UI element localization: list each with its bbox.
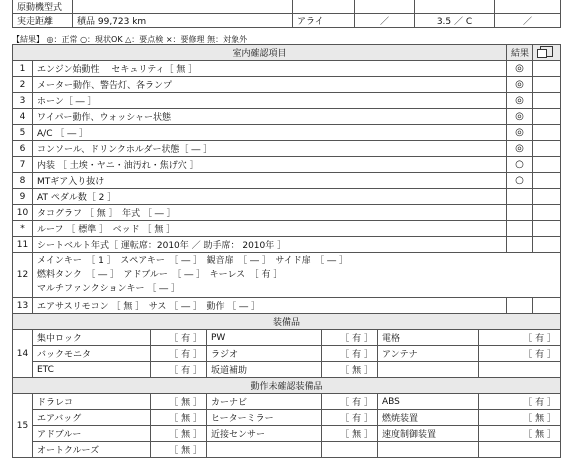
row-extra <box>533 109 561 125</box>
table-row <box>13 61 561 77</box>
table-row <box>13 173 561 189</box>
row-result: ◎ <box>507 109 533 125</box>
table-row <box>13 410 561 426</box>
equipment-value <box>479 442 561 458</box>
table-row <box>13 77 561 93</box>
row-extra <box>533 125 561 141</box>
row-number: 13 <box>13 298 33 314</box>
row-result <box>507 298 533 314</box>
equipment-value: ［ 無 ］ <box>479 410 561 426</box>
copy-icon[interactable] <box>540 46 553 57</box>
row-item: AT ペダル数［ 2 ］ <box>33 189 507 205</box>
equipment-value <box>479 362 561 378</box>
row-result <box>507 237 533 253</box>
result-header: 結果 <box>507 45 533 61</box>
engine-model-label: 原動機型式 <box>13 0 73 14</box>
info-cell <box>495 0 561 14</box>
row-extra <box>533 189 561 205</box>
section-number: 14 <box>13 330 33 378</box>
vehicle-info-table <box>12 0 561 28</box>
table-row <box>13 125 561 141</box>
table-row <box>13 362 561 378</box>
keys-line: メインキー ［ 1 ］ スペアキー ［ ― ］ 観音扉 ［ ― ］ サイド扉 ［ ― ］ <box>37 256 348 266</box>
equipment-name: ラジオ <box>207 346 322 362</box>
row-number: 4 <box>13 109 33 125</box>
row-number: 3 <box>13 93 33 109</box>
engine-model-value <box>73 0 293 14</box>
equipment-name: オートクルーズ <box>33 442 151 458</box>
table-row <box>13 442 561 458</box>
equipment-value <box>322 442 378 458</box>
equipment-name: アンテナ <box>378 346 479 362</box>
mileage-row <box>13 14 561 28</box>
row-extra <box>533 221 561 237</box>
row-number: 1 <box>13 61 33 77</box>
row-extra <box>533 157 561 173</box>
equipment-value: ［ 無 ］ <box>151 426 207 442</box>
row-extra <box>533 93 561 109</box>
row-result <box>507 189 533 205</box>
row-result <box>507 221 533 237</box>
row-number: 5 <box>13 125 33 141</box>
info-cell: ／ <box>495 14 561 28</box>
equipment-name: 燃焼装置 <box>378 410 479 426</box>
equipment-name: 電格 <box>378 330 479 346</box>
row-extra <box>533 205 561 221</box>
result-legend: 【結果】 ◎：正常 ○：現状OK △：要点検 ×：要修理 無：対象外 <box>12 35 248 44</box>
row-item: タコグラフ ［ 無 ］ 年式 ［ ― ］ <box>33 205 507 221</box>
equipment-value: ［ 有 ］ <box>151 362 207 378</box>
info-cell <box>293 0 355 14</box>
row-item: エアサスリモコン ［ 無 ］ サス ［ ― ］ 動作 ［ ― ］ <box>33 298 507 314</box>
equipment-value: ［ 有 ］ <box>479 330 561 346</box>
row-result <box>507 205 533 221</box>
equipment-value: ［ 有 ］ <box>322 330 378 346</box>
unconfirmed-header: 動作未確認装備品 <box>13 378 561 394</box>
table-row <box>13 221 561 237</box>
mileage-value: 積品 99,723 km <box>73 14 293 28</box>
row-number: 2 <box>13 77 33 93</box>
row-result: ◎ <box>507 93 533 109</box>
row-result: ◎ <box>507 61 533 77</box>
table-row <box>13 157 561 173</box>
equipment-value: ［ 無 ］ <box>151 410 207 426</box>
table-row <box>13 346 561 362</box>
equipment-name: PW <box>207 330 322 346</box>
row-result: ◎ <box>507 141 533 157</box>
table-row <box>13 205 561 221</box>
equipment-name: カーナビ <box>207 394 322 410</box>
equipment-value: ［ 有 ］ <box>322 346 378 362</box>
table-row <box>13 298 561 314</box>
row-number: 8 <box>13 173 33 189</box>
section-number: 15 <box>13 394 33 458</box>
row-item: MTギア入り抜け <box>33 173 507 189</box>
info-cell: 3.5 ／ C <box>415 14 495 28</box>
info-cell <box>415 0 495 14</box>
table-row <box>13 109 561 125</box>
row-item: メーター動作、警告灯、各ランプ <box>33 77 507 93</box>
equipment-value: ［ 無 ］ <box>151 394 207 410</box>
equipment-name <box>378 362 479 378</box>
equipment-name: 速度制御装置 <box>378 426 479 442</box>
table-row <box>13 426 561 442</box>
row-result: ◎ <box>507 125 533 141</box>
equipment-name <box>378 442 479 458</box>
equipment-header-row <box>13 314 561 330</box>
equipment-header: 装備品 <box>13 314 561 330</box>
equipment-name: ABS <box>378 394 479 410</box>
row-item: ホーン［ ― ］ <box>33 93 507 109</box>
row-extra <box>533 298 561 314</box>
row-number: 10 <box>13 205 33 221</box>
multifunction-line: マルチファンクションキー ［ ― ］ <box>37 284 181 294</box>
row-item: A/C ［ ― ］ <box>33 125 507 141</box>
equipment-name: バックモニタ <box>33 346 151 362</box>
row-extra <box>533 141 561 157</box>
engine-model-row <box>13 0 561 14</box>
equipment-value: ［ 有 ］ <box>151 346 207 362</box>
equipment-value: ［ 無 ］ <box>479 426 561 442</box>
fuel-line: 燃料タンク ［ ― ］ アドブルー ［ ― ］ キーレス ［ 有 ］ <box>37 270 283 280</box>
row-extra <box>533 237 561 253</box>
row-extra <box>533 77 561 93</box>
row-item: 内装 ［ 土埃・ヤニ・油汚れ・焦げ穴 ］ <box>33 157 507 173</box>
table-row <box>13 394 561 410</box>
row-number: 12 <box>13 253 33 298</box>
row-result: ◎ <box>507 77 533 93</box>
row-number: 7 <box>13 157 33 173</box>
info-cell <box>355 0 415 14</box>
equipment-value: ［ 無 ］ <box>151 442 207 458</box>
inspection-table <box>12 44 561 458</box>
row-number: 6 <box>13 141 33 157</box>
interior-header-row <box>13 45 561 61</box>
row-result: ○ <box>507 157 533 173</box>
table-row <box>13 253 561 298</box>
equipment-value: ［ 有 ］ <box>322 394 378 410</box>
row-number: 9 <box>13 189 33 205</box>
equipment-value: ［ 無 ］ <box>322 362 378 378</box>
equipment-name: ドラレコ <box>33 394 151 410</box>
unconfirmed-header-row <box>13 378 561 394</box>
table-row <box>13 189 561 205</box>
equipment-value: ［ 有 ］ <box>479 394 561 410</box>
equipment-name: ヒーターミラー <box>207 410 322 426</box>
info-cell: ／ <box>355 14 415 28</box>
row-item: ワイパー動作、ウォッシャー状態 <box>33 109 507 125</box>
table-row <box>13 141 561 157</box>
equipment-value: ［ 有 ］ <box>479 346 561 362</box>
equipment-name: 坂道補助 <box>207 362 322 378</box>
row-item: シートベルト年式［ 運転席：2010年 ／ 助手席： 2010年 ］ <box>33 237 507 253</box>
row-item: エンジン始動性 セキュリティ［ 無 ］ <box>33 61 507 77</box>
equipment-name: エアバッグ <box>33 410 151 426</box>
table-row <box>13 330 561 346</box>
copy-icon-cell[interactable] <box>533 45 561 61</box>
keys-cell <box>33 253 561 298</box>
row-result: ○ <box>507 173 533 189</box>
table-row <box>13 237 561 253</box>
equipment-value: ［ 無 ］ <box>322 426 378 442</box>
info-cell: アライ <box>293 14 355 28</box>
table-row <box>13 93 561 109</box>
equipment-value: ［ 有 ］ <box>151 330 207 346</box>
equipment-name: アドブルー <box>33 426 151 442</box>
equipment-value: ［ 有 ］ <box>322 410 378 426</box>
row-item: コンソール、ドリンクホルダー状態［ ― ］ <box>33 141 507 157</box>
row-extra <box>533 173 561 189</box>
row-extra <box>533 61 561 77</box>
mileage-label: 実走距離 <box>13 14 73 28</box>
equipment-name: 近接センサー <box>207 426 322 442</box>
equipment-name: 集中ロック <box>33 330 151 346</box>
equipment-name <box>207 442 322 458</box>
interior-header: 室内確認項目 <box>13 45 507 61</box>
row-item: ルーフ ［ 標準 ］ ベッド ［ 無 ］ <box>33 221 507 237</box>
row-number: * <box>13 221 33 237</box>
equipment-name: ETC <box>33 362 151 378</box>
row-number: 11 <box>13 237 33 253</box>
